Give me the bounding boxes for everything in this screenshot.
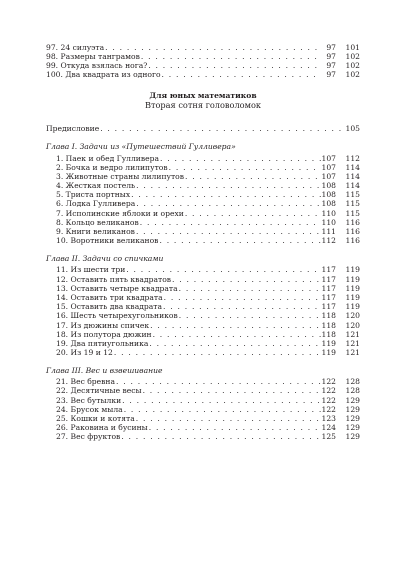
entry-page: 97: [326, 51, 336, 61]
entry-title: 21. Вес бревна: [56, 377, 116, 387]
entry-page: 107: [321, 171, 336, 181]
entry-page: 111: [321, 227, 336, 237]
toc-entry: [46, 386, 360, 395]
entry-title: 9. Книги великанов: [56, 227, 135, 237]
dot-leader: [172, 276, 320, 284]
answer-page: 129: [345, 404, 360, 414]
entry-title: 20. Из 19 и 12: [56, 348, 113, 358]
answer-page: 102: [345, 60, 360, 70]
top-entries: [46, 42, 360, 79]
entry-title: 18. Из полутора дюжин: [56, 329, 152, 339]
toc-entry: [46, 60, 360, 69]
chapter-title: Глава I. Задачи из «Путешествий Гулливера»: [46, 141, 236, 151]
entry-page: 118: [321, 311, 336, 321]
answer-page: 119: [345, 283, 360, 293]
dot-leader: [124, 406, 321, 414]
entry-title: 100. Два квадрата из одного: [46, 70, 161, 80]
toc-entry: [46, 236, 360, 245]
toc-entry: [46, 153, 360, 162]
answer-page: 129: [345, 432, 360, 442]
entry-title: 2. Бочка и ведро лилипутов: [56, 162, 168, 172]
entry-page: 122: [321, 386, 336, 396]
entry-page: 124: [321, 423, 336, 433]
dot-leader: [126, 266, 320, 274]
entry-title: 6. Лодка Гулливера: [56, 199, 136, 209]
entry-page: 117: [321, 302, 336, 312]
toc-entry: [46, 162, 360, 171]
toc-entry: [46, 42, 360, 51]
entry-page: 119: [321, 348, 336, 358]
entry-title: 19. Два пятиугольника: [56, 338, 149, 348]
dot-leader: [100, 125, 344, 133]
entry-page: 97: [326, 42, 336, 52]
dot-leader: [179, 285, 321, 293]
toc-entry: [46, 404, 360, 413]
chapter-title: Глава II. Задачи со спичками: [46, 253, 164, 263]
toc-entry: [46, 302, 360, 311]
entry-page: 122: [321, 404, 336, 414]
dot-leader: [122, 397, 320, 405]
dot-leader: [141, 53, 321, 61]
preface-title: Предисловие: [46, 124, 100, 134]
dot-leader: [136, 415, 321, 423]
dot-leader: [149, 424, 321, 432]
answer-page: 112: [345, 153, 360, 163]
toc-entry: [46, 208, 360, 217]
entry-title: 24. Брусок мыла: [56, 404, 123, 414]
dot-leader: [160, 155, 320, 163]
dot-leader: [140, 219, 321, 227]
dot-leader: [185, 173, 320, 181]
toc-entry: [46, 190, 360, 199]
entry-page: 97: [326, 70, 336, 80]
toc-entry: [46, 274, 360, 283]
answer-page: 116: [345, 236, 360, 246]
answer-page: 121: [345, 338, 360, 348]
dot-leader: [131, 191, 320, 199]
entry-title: 7. Исполинские яблоки и орехи: [56, 208, 184, 218]
entry-title: 8. Кольцо великанов: [56, 217, 139, 227]
entry-page: 122: [321, 377, 336, 387]
toc-entry: [46, 329, 360, 338]
entry-title: 17. Из дюжины спичек: [56, 320, 150, 330]
chapter-entries: [46, 265, 360, 357]
entry-page: 117: [321, 265, 336, 275]
answer-page: 102: [345, 70, 360, 80]
dot-leader: [121, 433, 320, 441]
toc-entry: [46, 413, 360, 422]
answer-page: 119: [345, 292, 360, 302]
answer-page: 114: [345, 171, 360, 181]
section-title: Для юных математиков: [149, 90, 257, 100]
entry-title: 3. Животные страны лилипутов: [56, 171, 185, 181]
dot-leader: [136, 182, 320, 190]
chapter-title: Глава III. Вес и взвешивание: [46, 365, 163, 375]
entry-page: 118: [321, 320, 336, 330]
dot-leader: [179, 312, 321, 320]
toc-entry: [46, 423, 360, 432]
dot-leader: [136, 200, 320, 208]
chapter-entries: [46, 377, 360, 441]
entry-title: 23. Вес бутылки: [56, 395, 122, 405]
table-of-contents: [46, 42, 360, 441]
entry-page: 97: [326, 60, 336, 70]
entry-title: 25. Кошки и котята: [56, 414, 135, 424]
toc-entry: [46, 348, 360, 357]
entry-title: 22. Десятичные весы: [56, 386, 142, 396]
dot-leader: [164, 294, 321, 302]
toc-entry: [46, 217, 360, 226]
toc-entry: [46, 283, 360, 292]
answer-page: 116: [345, 227, 360, 237]
entry-page: 112: [321, 236, 336, 246]
dot-leader: [116, 378, 320, 386]
dot-leader: [114, 349, 321, 357]
answer-page: 128: [345, 386, 360, 396]
entry-page: 108: [321, 190, 336, 200]
entry-page: 107: [321, 153, 336, 163]
chapter-entries: [46, 153, 360, 245]
answer-page: 121: [345, 329, 360, 339]
answer-page: 128: [345, 377, 360, 387]
answer-page: 129: [345, 395, 360, 405]
entry-title: 11. Из шести три: [56, 265, 126, 275]
entry-page: 122: [321, 395, 336, 405]
entry-page: 107: [321, 162, 336, 172]
entry-title: 4. Жесткая постель: [56, 181, 136, 191]
toc-entry: [46, 51, 360, 60]
answer-page: 101: [345, 42, 360, 52]
toc-entry: [46, 311, 360, 320]
answer-page: 115: [345, 190, 360, 200]
entry-title: 99. Откуда взялась нога?: [46, 60, 148, 70]
toc-entry: [46, 226, 360, 235]
preface-page: 105: [345, 124, 360, 134]
preface-entry: [46, 124, 360, 133]
toc-entry: [46, 377, 360, 386]
toc-entry: [46, 320, 360, 329]
entry-title: 13. Оставить четыре квадрата: [56, 283, 178, 293]
entry-title: 26. Раковина и бусины: [56, 423, 148, 433]
answer-page: 120: [345, 311, 360, 321]
toc-entry: [46, 432, 360, 441]
entry-page: 125: [321, 432, 336, 442]
answer-page: 121: [345, 348, 360, 358]
dot-leader: [149, 340, 320, 348]
answer-page: 115: [345, 199, 360, 209]
answer-page: 129: [345, 423, 360, 433]
dot-leader: [159, 237, 320, 245]
entry-page: 119: [321, 338, 336, 348]
answer-page: 115: [345, 208, 360, 218]
entry-page: 117: [321, 274, 336, 284]
dot-leader: [105, 44, 321, 52]
toc-entry: [46, 171, 360, 180]
entry-page: 108: [321, 181, 336, 191]
answer-page: 102: [345, 51, 360, 61]
entry-title: 5. Триста портных: [56, 190, 131, 200]
entry-page: 108: [321, 199, 336, 209]
dot-leader: [136, 228, 321, 236]
answer-page: 119: [345, 302, 360, 312]
entry-page: 110: [321, 208, 336, 218]
entry-title: 97. 24 силуэта: [46, 42, 105, 52]
dot-leader: [162, 71, 321, 79]
toc-entry: [46, 292, 360, 301]
dot-leader: [163, 303, 320, 311]
entry-page: 118: [321, 329, 336, 339]
dot-leader: [169, 164, 321, 172]
entry-page: 110: [321, 217, 336, 227]
answer-page: 116: [345, 217, 360, 227]
entry-title: 1. Паек и обед Гулливера: [56, 153, 160, 163]
entry-page: 123: [321, 414, 336, 424]
entry-title: 15. Оставить два квадрата: [56, 302, 163, 312]
answer-page: 114: [345, 181, 360, 191]
dot-leader: [153, 331, 321, 339]
dot-leader: [148, 62, 321, 70]
toc-entry: [46, 265, 360, 274]
dot-leader: [185, 210, 321, 218]
entry-title: 10. Воротники великанов: [56, 236, 159, 246]
toc-entry: [46, 70, 360, 79]
entry-title: 27. Вес фруктов: [56, 432, 121, 442]
entry-page: 117: [321, 292, 336, 302]
dot-leader: [150, 322, 320, 330]
answer-page: 120: [345, 320, 360, 330]
toc-entry: [46, 338, 360, 347]
toc-entry: [46, 181, 360, 190]
answer-page: 129: [345, 414, 360, 424]
entry-title: 98. Размеры танграмов: [46, 51, 140, 61]
entry-title: 12. Оставить пять квадратов: [56, 274, 172, 284]
section-subtitle: Вторая сотня головоломок: [144, 99, 262, 110]
answer-page: 119: [345, 265, 360, 275]
entry-page: 117: [321, 283, 336, 293]
toc-entry: [46, 395, 360, 404]
answer-page: 119: [345, 274, 360, 284]
answer-page: 114: [345, 162, 360, 172]
entry-title: 14. Оставить три квадрата: [56, 292, 163, 302]
toc-entry: [46, 199, 360, 208]
dot-leader: [143, 387, 321, 395]
entry-title: 16. Шесть четырехугольников: [56, 311, 178, 321]
